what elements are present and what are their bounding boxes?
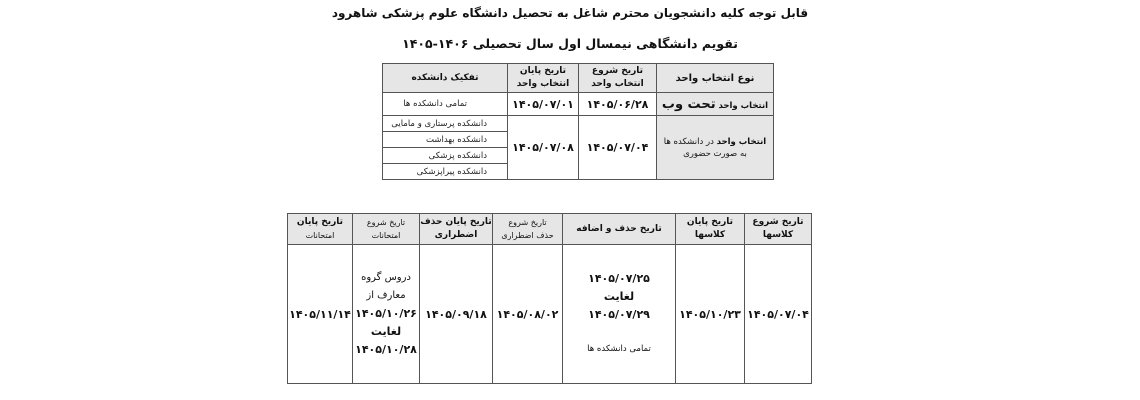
header-exam-end-1: تاریخ پایان <box>296 217 344 227</box>
row1-start-date: ۱۴۰۵/۰۶/۲۸ <box>579 93 657 116</box>
emergency-end-date: ۱۴۰۵/۰۹/۱۸ <box>420 245 493 384</box>
header-classes-start: تاریخ شروع کلاسها <box>745 214 812 245</box>
table-row <box>383 93 774 116</box>
calendar-title: تقویم دانشگاهی نیمسال اول سال تحصیلی ۱۴۰۶-۱۴۰۵ <box>402 36 738 51</box>
header-emergency-end <box>420 214 493 245</box>
registration-table <box>382 63 774 180</box>
type-inperson-cell <box>657 116 774 180</box>
semester-dates-table <box>287 213 812 384</box>
exam-start-to: ۱۴۰۵/۱۰/۲۸ <box>355 343 417 356</box>
exam-end-date: ۱۴۰۵/۱۱/۱۴ <box>288 245 353 384</box>
type-web-cell <box>657 93 774 116</box>
faculty-medicine: دانشکده پزشکی <box>383 148 508 164</box>
add-drop-from: ۱۴۰۵/۰۷/۲۵ <box>588 272 650 285</box>
exam-start-line2: معارف از <box>366 290 406 301</box>
header-faculty: تفکیک دانشکده <box>383 64 508 93</box>
row2-end-date: ۱۴۰۵/۰۷/۰۸ <box>508 116 579 180</box>
type-web-prefix: انتخاب واحد <box>718 100 769 111</box>
table-header-row <box>383 64 774 93</box>
row2-start-date: ۱۴۰۵/۰۷/۰۴ <box>579 116 657 180</box>
faculty-paramedical: دانشکده پیراپزشکی <box>383 164 508 180</box>
type-inperson-rest: در دانشکده ها <box>663 136 714 147</box>
header-type: نوع انتخاب واحد <box>657 64 774 93</box>
type-web-main: تحت وب <box>661 96 716 112</box>
header-exam-start <box>353 214 420 245</box>
exam-start-word: لغایت <box>370 325 402 338</box>
faculty-nursing: دانشکده پرستاری و مامایی <box>383 116 508 132</box>
table-row <box>288 245 812 384</box>
classes-end-date: ۱۴۰۵/۱۰/۲۳ <box>676 245 745 384</box>
row1-faculty: تمامی دانشکده ها <box>383 93 508 116</box>
type-inperson-line2: به صورت حضوری <box>683 148 747 159</box>
exam-start-cell <box>353 245 420 384</box>
table-row <box>383 116 774 132</box>
table-header-row <box>288 214 812 245</box>
notice-title: قابل توجه کلیه دانشجویان محترم شاغل به تحصیل دانشگاه علوم پزشکی شاهرود <box>331 6 809 20</box>
header-add-drop: تاریخ حذف و اضافه <box>563 214 676 245</box>
exam-start-from: ۱۴۰۵/۱۰/۲۶ <box>355 307 417 320</box>
header-emergency-start-1: تاریخ شروع <box>508 218 547 227</box>
add-drop-cell <box>563 245 676 384</box>
row1-end-date: ۱۴۰۵/۰۷/۰۱ <box>508 93 579 116</box>
add-drop-note: تمامی دانشکده ها <box>587 344 651 354</box>
exam-start-line1: دروس گروه <box>361 272 411 283</box>
emergency-start-date: ۱۴۰۵/۰۸/۰۲ <box>493 245 563 384</box>
header-exam-start-2: امتحانات <box>371 231 401 240</box>
header-classes-end: تاریخ پایان کلاسها <box>676 214 745 245</box>
header-emergency-end-2: اضطراری <box>434 230 478 240</box>
type-inperson-bold: انتخاب واحد <box>716 136 767 147</box>
header-emergency-start <box>493 214 563 245</box>
header-end: تاریخ پایان انتخاب واحد <box>508 64 579 93</box>
faculty-health: دانشکده بهداشت <box>383 132 508 148</box>
add-drop-to: ۱۴۰۵/۰۷/۲۹ <box>588 308 650 321</box>
header-emergency-end-1: تاریخ پایان حذف <box>420 217 492 227</box>
header-exam-end-2: امتحانات <box>305 231 335 240</box>
header-exam-end <box>288 214 353 245</box>
add-drop-to-word: لغایت <box>603 290 635 303</box>
header-exam-start-1: تاریخ شروع <box>366 218 406 227</box>
header-start: تاریخ شروع انتخاب واحد <box>579 64 657 93</box>
header-emergency-start-2: حذف اضطراری <box>501 231 554 240</box>
classes-start-date: ۱۴۰۵/۰۷/۰۴ <box>745 245 812 384</box>
